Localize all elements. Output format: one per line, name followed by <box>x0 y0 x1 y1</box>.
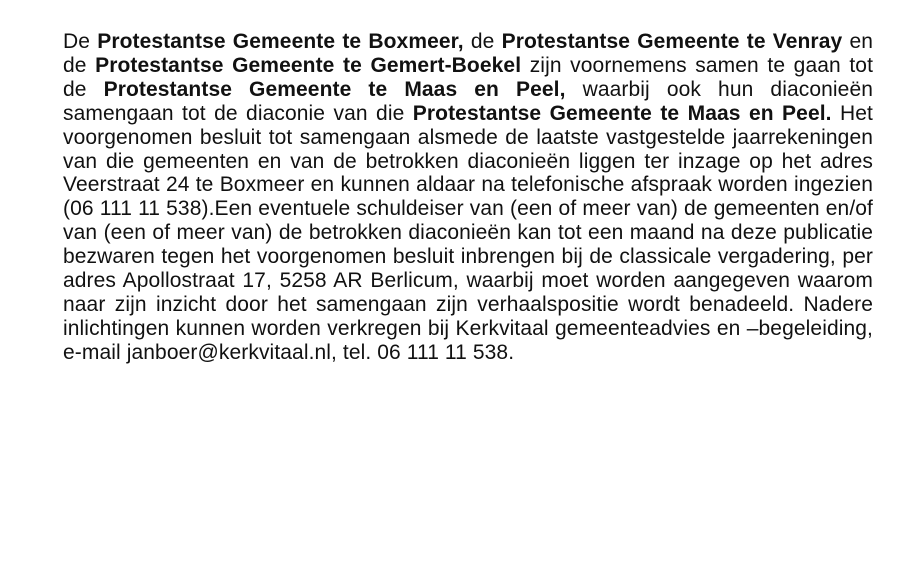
congregation-name-venray: Protestantse Gemeente te Venray <box>501 30 843 53</box>
notice-text: zijn voornemens samen te gaan tot de <box>63 53 873 101</box>
notice-body-text: Het voorgenomen besluit tot samengaan alsmede de laatste vastgestelde jaarrekeningen van die gemeenten en van de betrokken diaconieën liggen ter inzage op het adres Veerstraat 24 te Boxmeer en kunnen aldaar na telefonische afspraak worden ingezien (06 111 11 538).Een eventuele schuldeiser van (een of meer van) de gemeenten en/of van (een of meer van) de betrokken diaconieën kan tot een maand na deze publicatie bezwaren tegen het voorgenomen besluit inbrengen bij de classicale vergadering, per adres Apollostraat 17, 5258 AR Berlicum, waarbij moet worden aangegeven waarom naar zijn inzicht door het samengaan zijn verhaalspositie wordt benadeeld. Nadere inlichtingen kunnen worden verkregen bij Kerkvitaal gemeenteadvies en –begeleiding, e-mail janboer@kerkvitaal.nl, tel. 06 111 11 538. <box>63 101 873 364</box>
congregation-name-maas-en-peel: Protestantse Gemeente te Maas en Peel, <box>103 77 566 101</box>
congregation-name-boxmeer: Protestantse Gemeente te Boxmeer, <box>97 30 464 53</box>
notice-text: waarbij ook hun diaconieën samengaan tot de diaconie van die <box>63 77 873 125</box>
congregation-name-maas-en-peel-2: Protestantse Gemeente te Maas en Peel. <box>412 101 832 125</box>
notice-paragraph <box>63 30 873 365</box>
notice-text: De <box>63 30 98 53</box>
notice-text: de <box>463 30 502 53</box>
notice-text: en de <box>63 30 873 77</box>
congregation-name-gemert-boekel: Protestantse Gemeente te Gemert-Boekel <box>95 53 522 77</box>
